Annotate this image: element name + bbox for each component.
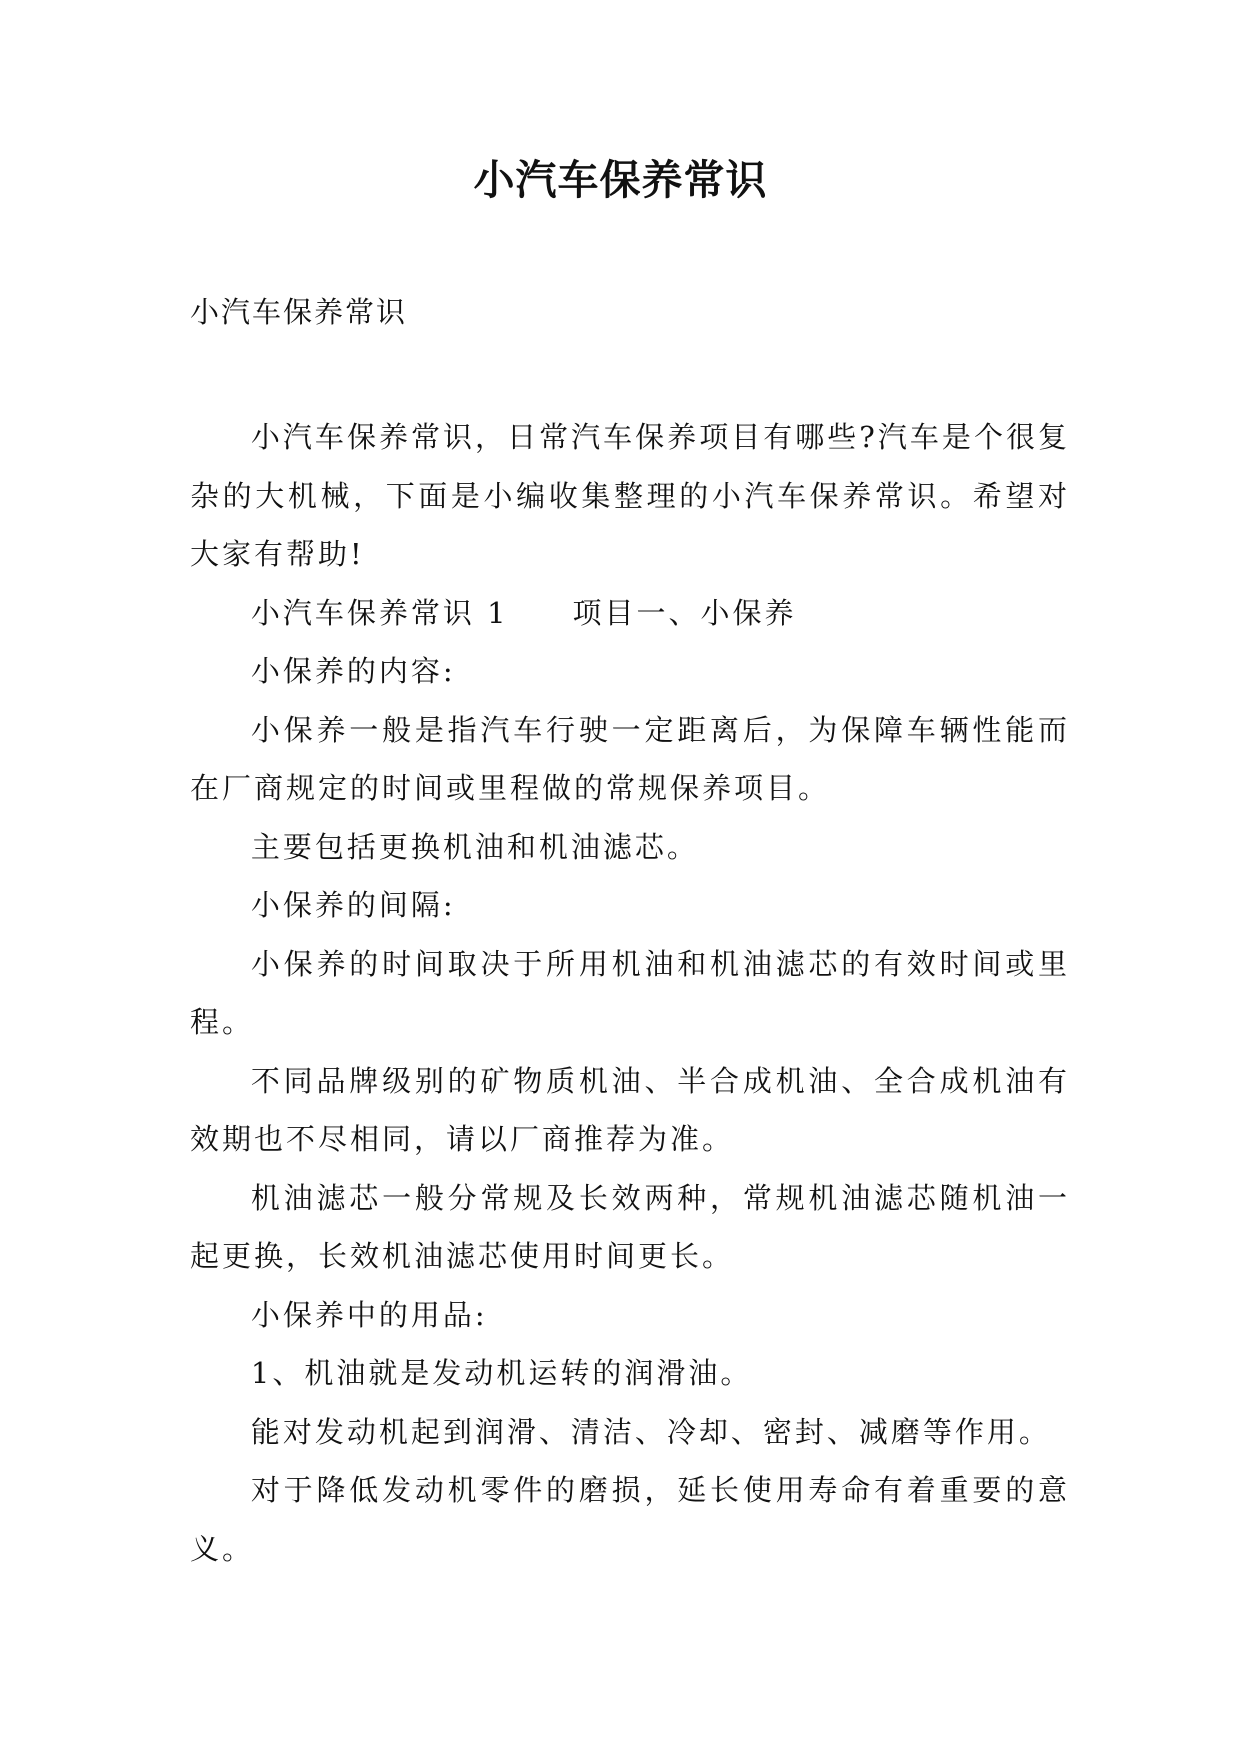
body-paragraph: 小汽车保养常识 1 项目一、小保养 <box>250 595 797 630</box>
body-paragraph: 小保养的间隔: <box>250 888 456 922</box>
body-paragraph: 对于降低发动机零件的磨损，延长使用寿命有着重要的意义。 <box>190 1473 1070 1566</box>
body-paragraph: 小保养的时间取决于所用机油和机油滤芯的有效时间或里程。 <box>190 946 1070 1039</box>
body-paragraph: 机油滤芯一般分常规及长效两种，常规机油滤芯随机油一起更换，长效机油滤芯使用时间更长。 <box>190 1180 1070 1273</box>
body-paragraph: 能对发动机起到润滑、清洁、冷却、密封、减磨等作用。 <box>250 1414 1051 1449</box>
document-title: 小汽车保养常识 <box>473 156 768 204</box>
document-subtitle: 小汽车保养常识 <box>190 295 408 329</box>
body-paragraph: 小保养一般是指汽车行驶一定距离后，为保障车辆性能而在厂商规定的时间或里程做的常规保养项目。 <box>190 712 1070 805</box>
body-paragraph: 小保养中的用品: <box>250 1297 488 1332</box>
body-paragraph: 小保养的内容: <box>250 654 456 688</box>
document-body <box>190 408 1070 1578</box>
body-paragraph: 主要包括更换机油和机油滤芯。 <box>250 829 699 864</box>
body-paragraph: 小汽车保养常识，日常汽车保养项目有哪些?汽车是个很复杂的大机械，下面是小编收集整理的小汽车保养常识。希望对大家有帮助! <box>190 420 1070 571</box>
body-paragraph: 不同品牌级别的矿物质机油、半合成机油、全合成机油有效期也不尽相同，请以厂商推荐为准。 <box>190 1063 1070 1156</box>
body-paragraph: 1、机油就是发动机运转的润滑油。 <box>250 1356 753 1390</box>
